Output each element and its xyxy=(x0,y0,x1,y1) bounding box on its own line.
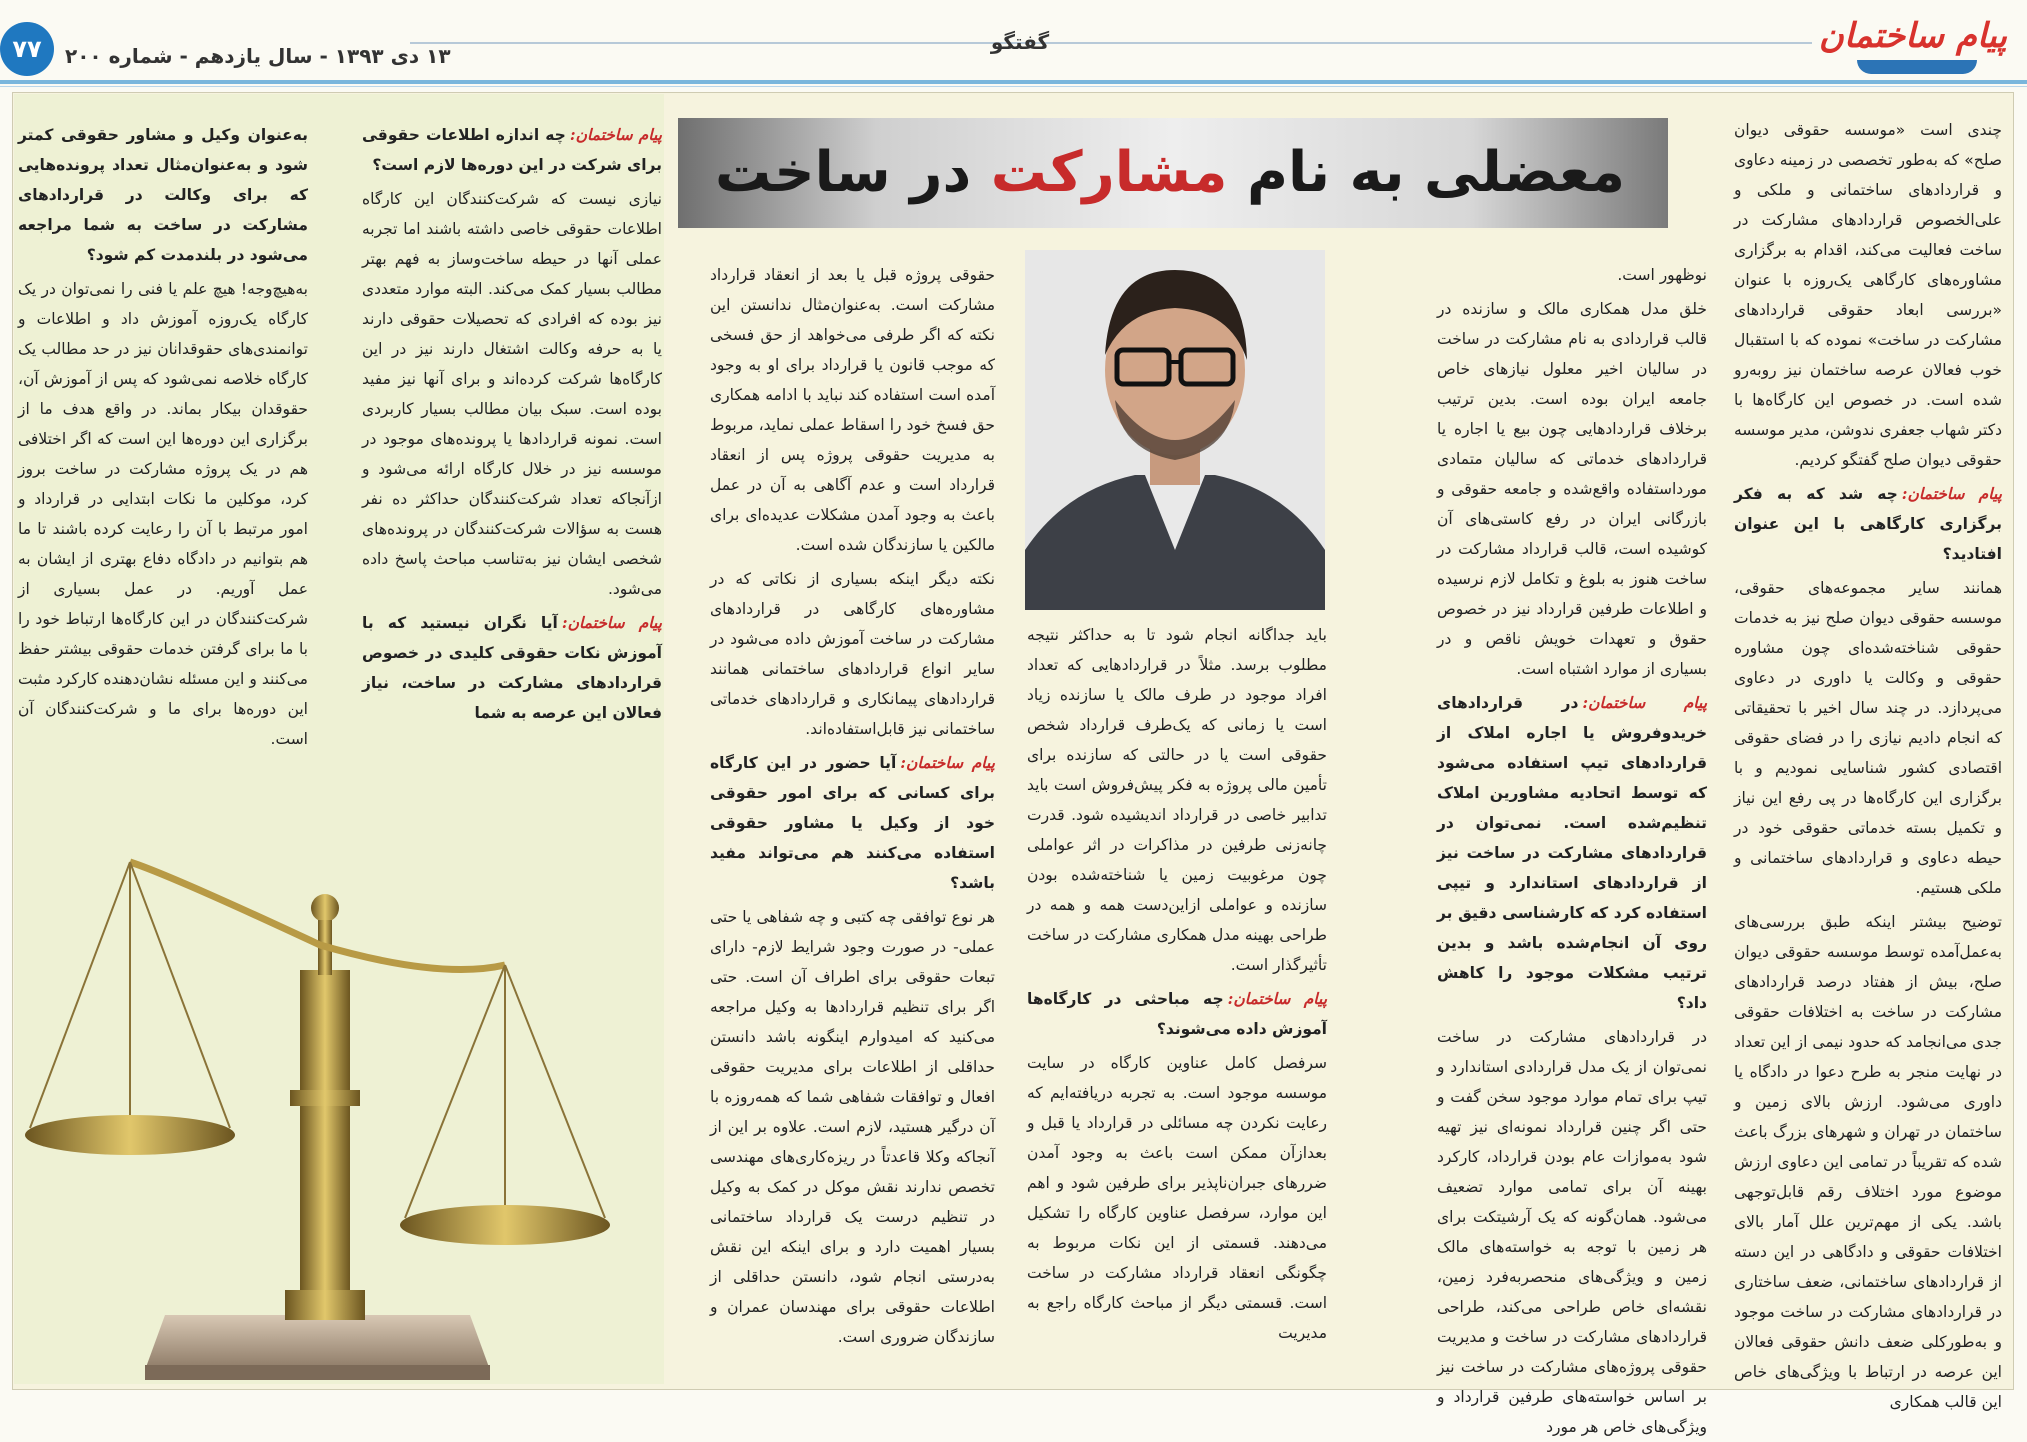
publication-logo xyxy=(1818,10,2007,80)
col2-paragraph: در قراردادهای مشارکت در ساخت نمی‌توان از یک مدل قراردادی استاندارد و تیپ برای تمام موارد موجود سخن گفت و حتی اگر چنین قرارداد نمونه‌ای نیز تهیه شود به‌موازات عام بودن قرارداد، کارکرد بهینه آن برای تمامی موارد تضعیف می‌شود. همان‌گونه که یک آرشیتکت برای هر زمین با توجه به خواسته‌های مالک زمین و ویژگی‌های منحصربه‌فرد زمین، نقشه‌ای خاص طراحی می‌کند، طراحی قراردادهای مشارکت در ساخت و مدیریت حقوقی پروژه‌های مشارکت در ساخت نیز بر اساس خواسته‌های طرفین قرارداد و ویژگی‌های خاص هر مورد xyxy=(1437,1028,1707,1436)
col2-paragraph: خلق مدل همکاری مالک و سازنده در قالب قراردادی به نام مشارکت در ساخت در سالیان اخیر معلول نیازهای خاص جامعه ایران بوده است. بدین ترتیب برخلاف قراردادهایی چون بیع یا اجاره یا قراردادهای خدماتی که سالیان متمادی مورداستفاده واقع‌شده و جامعه حقوقی و بازرگانی ایران در رفع کاستی‌های آن کوشیده است، قالب قرارداد مشارکت در ساخت هنوز به بلوغ و تکامل لازم نرسیده و اطلاعات طرفین قرارداد نیز در خصوص حقوق و تعهدات خویش ناقص و در بسیاری از موارد اشتباه است. xyxy=(1437,300,1707,678)
col5-question xyxy=(362,120,662,180)
col4-paragraph: نکته دیگر اینکه بسیاری از نکاتی که در مشاوره‌های کارگاهی در قراردادهای مشارکت در ساخت آموزش داده می‌شود در سایر انواع قراردادهای ساختمانی همانند قراردادهای پیمانکاری و قراردادهای خدماتی ساختمانی نیز قابل‌استفاده‌اند. xyxy=(710,570,995,738)
col5-paragraph: نیازی نیست که شرکت‌کنندگان این کارگاه اطلاعات حقوقی خاصی داشته باشند اما تجربه عملی آنها در حیطه ساخت‌وساز به فهم بهتر مطالب بسیار کمک می‌کند. البته موارد متعددی نیز بوده که افرادی که تحصیلات حقوقی دارند یا به حرفه وکالت اشتغال دارند نیز در این کارگاه‌ها شرکت کرده‌اند و برای آنها نیز مفید بوده است. سبک بیان مطالب بسیار کاربردی است. نمونه قراردادها یا پرونده‌های موجود در موسسه نیز در خلال کارگاه ارائه می‌شود و ازآنجاکه تعداد شرکت‌کنندگان حداکثر ده نفر هست به سؤالات شرکت‌کنندگان در پرونده‌های شخصی ایشان نیز به‌تناسب مباحث پاسخ داده می‌شود. xyxy=(362,190,662,598)
col1-paragraph: توضیح بیشتر اینکه طبق بررسی‌های به‌عمل‌آمده توسط موسسه حقوقی دیوان صلح، بیش از هفتاد درصد قراردادهای مشارکت در ساخت به اختلافات حقوقی جدی می‌انجامد که حدود نیمی از این تعداد در نهایت منجر به طرح دعوا در دادگاه یا داوری می‌شود. ارزش بالای زمین و ساختمان در تهران و شهرهای بزرگ باعث شده که تقریباً در تمامی این دعاوی ارزش موضوع مورد اختلاف رقم قابل‌توجهی باشد. یکی از مهم‌ترین علل آمار بالای اختلافات حقوقی و دادگاهی در این دسته از قراردادهای ساختمانی، ضعف ساختاری در قراردادهای مشارکت در ساخت موجود و به‌طورکلی ضعف دانش حقوقی فعالان این عرصه در ارتباط با ویژگی‌های خاص این قالب همکاری xyxy=(1734,913,2002,1411)
col5-question-text: آیا نگران نیستید که با آموزش نکات حقوقی کلیدی در خصوص قراردادهای مشارکت در ساخت، نیاز فعالان این عرصه به شما xyxy=(362,614,662,722)
interviewee-photo xyxy=(1025,250,1325,610)
issue-date-line: ۱۳ دی ۱۳۹۳ - سال یازدهم - شماره ۲۰۰ xyxy=(65,44,451,68)
headline-accent: مشارکت xyxy=(990,140,1228,205)
col5-question-text: چه اندازه اطلاعات حقوقی برای شرکت در این دوره‌ها لازم است؟ xyxy=(362,126,662,174)
page-header xyxy=(0,0,2027,80)
page-number-badge: ۷۷ xyxy=(0,22,54,76)
headline xyxy=(700,140,1640,205)
section-title: گفتگو xyxy=(990,30,1050,54)
logo-underline-shape xyxy=(1857,60,1977,74)
headline-part2: در ساخت xyxy=(714,140,991,205)
col6-question: به‌عنوان وکیل و مشاور حقوقی کمتر شود و به‌عنوان‌مثال تعداد پرونده‌هایی که برای وکالت در قراردادهای مشارکت در ساخت به شما مراجعه می‌شود در بلندمدت کم شود؟ xyxy=(18,126,308,264)
col4-paragraph: حقوقی پروژه قبل یا بعد از انعقاد قرارداد مشارکت است. به‌عنوان‌مثال ندانستن این نکته که اگر طرفی می‌خواهد از حق فسخی که موجب قانون یا قرارداد برای او به وجود آمده است استفاده کند نباید با ادامه همکاری حق فسخ خود را اسقاط عملی نماید، مربوط به مدیریت حقوقی پروژه پس از انعقاد قرارداد است و عدم آگاهی به آن در عمل باعث به وجود آمدن مشکلات عدیده‌ای برای مالکین یا سازندگان شده است. xyxy=(710,266,995,554)
col4-paragraph: هر نوع توافقی چه کتبی و چه شفاهی یا حتی عملی- در صورت وجود شرایط لازم- دارای تبعات حقوقی برای اطراف آن است. حتی اگر برای تنظیم قراردادها به وکیل مراجعه می‌کنید که امیدوارم اینگونه باشد دانستن حداقلی از اطلاعات برای مدیریت حقوقی افعال و توافقات شفاهی شما که همه‌روزه با آن درگیر هستید، لازم است. علاوه بر این از آنجاکه وکلا قاعدتاً در ریزه‌کاری‌های مهندسی تخصص ندارند نقش موکل در کمک به وکیل در تنظیم درست یک قرارداد ساختمانی بسیار اهمیت دارد و برای اینکه این نقش به‌درستی انجام شود، دانستن حداقلی از اطلاعات حقوقی برای مهندسان عمران و سازندگان ضروری است. xyxy=(710,908,995,1346)
publication-tag: پیام ساختمان: xyxy=(1901,484,2002,503)
header-rule xyxy=(0,80,2027,84)
column-2 xyxy=(1437,260,1708,1436)
scales-of-justice-image xyxy=(20,850,660,1385)
column-5 xyxy=(362,120,662,840)
publication-tag: پیام ساختمان: xyxy=(569,125,662,144)
col1-paragraph: همانند سایر مجموعه‌های حقوقی، موسسه حقوقی دیوان صلح نیز به خدمات حقوقی شناخته‌شده‌ای چون مشاوره حقوقی و وکالت یا داوری در دعاوی می‌پردازد. در چند سال اخیر با تحقیقاتی که انجام دادیم نیازی را در فضای حقوقی‌ اقتصادی کشور شناسایی نمودیم و با برگزاری این کارگاه‌ها در پی رفع این نیاز و تکمیل بسته خدماتی حقوقی خود در حیطه دعاوی و قراردادهای ساختمانی و ملکی هستیم. xyxy=(1734,579,2002,897)
publication-tag: پیام ساختمان: xyxy=(1227,989,1328,1008)
publication-tag: پیام ساختمان: xyxy=(900,753,996,772)
col1-question-text: چه شد که به فکر برگزاری کارگاهی با این عنوان افتادید؟ xyxy=(1734,485,2002,563)
header-line-left xyxy=(410,42,955,44)
logo-text: پیام ساختمان xyxy=(1818,16,2007,56)
col5-question xyxy=(362,608,662,728)
col2-question xyxy=(1437,688,1707,1018)
column-1 xyxy=(1734,115,2002,1411)
col1-paragraph: چندی است «موسسه حقوقی دیوان صلح» که به‌طور تخصصی در زمینه دعاوی و قراردادهای ساختمانی و ملکی و علی‌الخصوص قراردادهای مشارکت در ساخت فعالیت می‌کند، اقدام به برگزاری مشاوره‌های کارگاهی یک‌روزه با عنوان «بررسی ابعاد حقوقی قراردادهای مشارکت در ساخت» نموده که با استقبال خوب فعالان عرصه ساختمان نیز روبه‌رو شده است. در خصوص این کارگاه‌ها با دکتر شهاب جعفری ندوشن، مدیر موسسه حقوقی دیوان صلح گفتگو کردیم. xyxy=(1734,121,2002,469)
column-4 xyxy=(710,260,995,1380)
col3-paragraph: باید جداگانه انجام شود تا به حداکثر نتیجه مطلوب برسد. مثلاً در قراردادهایی که تعداد افراد موجود در طرف مالک یا سازنده زیاد است یا زمانی که یک‌طرف قرارداد شخص حقوقی است یا در حالتی که سازنده برای تأمین مالی پروژه به فکر پیش‌فروش است باید تدابیر خاصی در قرارداد اندیشیده شود. قدرت چانه‌زنی طرفین در مذاکرات در اثر عواملی چون مرغوبیت زمین یا شناخته‌شده بودن سازنده و عواملی ازاین‌دست همه و همه در طراحی بهینه مدل همکاری مشارکت در ساخت تأثیرگذار است. xyxy=(1027,626,1327,974)
column-3 xyxy=(1027,620,1327,1380)
publication-tag: پیام ساختمان: xyxy=(1582,693,1708,712)
col6-paragraph: به‌هیچ‌وجه! هیچ علم یا فنی را نمی‌توان در یک کارگاه یک‌روزه آموزش داد و اطلاعات و توانمندی‌های حقوقدانان نیز در حد مطالب یک کارگاه خلاصه نمی‌شود که پس از آموزش آن، حقوقدان بیکار بماند. در واقع هدف ما از برگزاری این دوره‌ها این است که اگر اختلافی هم در یک پروژه مشارکت در ساخت بروز کرد، موکلین ما نکات ابتدایی در قرارداد و امور مرتبط با آن را رعایت کرده باشند تا ما هم بتوانیم در دادگاه دفاع بهتری از ایشان به عمل آوریم. در عمل بسیاری از شرکت‌کنندگان در این کارگاه‌ها ارتباط خود را با ما برای گرفتن خدمات حقوقی بیشتر حفظ می‌کنند و این مسئله نشان‌دهنده کارکرد مثبت این دوره‌ها برای ما و شرکت‌کنندگان آن است. xyxy=(18,280,308,748)
col1-question xyxy=(1734,479,2002,569)
header-rule-thin xyxy=(0,86,2027,87)
headline-part1: معضلی به نام xyxy=(1227,140,1626,205)
col4-question xyxy=(710,748,995,898)
publication-tag: پیام ساختمان: xyxy=(561,613,663,632)
col3-paragraph: سرفصل کامل عناوین کارگاه در سایت موسسه موجود است. به تجربه دریافته‌ایم که رعایت نکردن چه مسائلی در قرارداد یا قبل و بعدازآن ممکن است باعث به وجود آمدن ضررهای جبران‌ناپذیر برای طرفین شود و اهم این موارد، سرفصل عناوین کارگاه را تشکیل می‌دهند. قسمتی از این نکات مربوط به چگونگی انعقاد قرارداد مشارکت در ساخت است. قسمتی دیگر از مباحث کارگاه راجع به مدیریت xyxy=(1027,1054,1327,1342)
col2-question-text: در قراردادهای خریدوفروش یا اجاره املاک از قراردادهای تیپ استفاده می‌شود که توسط اتحادیه مشاورین املاک تنظیم‌شده است. نمی‌توان در قراردادهای مشارکت در ساخت نیز از قراردادهای استاندارد و تیپی استفاده کرد که کارشناسی دقیق بر روی آن انجام‌شده باشد و بدین ترتیب مشکلات موجود را کاهش داد؟ xyxy=(1437,694,1707,1012)
col3-question xyxy=(1027,984,1327,1044)
col2-paragraph: نوظهور است. xyxy=(1617,266,1707,284)
column-6 xyxy=(18,120,308,840)
col3-question-text: چه مباحثی در کارگاه‌ها آموزش داده می‌شوند؟ xyxy=(1027,990,1327,1038)
col4-question-text: آیا حضور در این کارگاه برای کسانی که برای امور حقوقی خود از وکیل یا مشاور حقوقی استفاده می‌کنند هم می‌تواند مفید باشد؟ xyxy=(710,754,995,892)
